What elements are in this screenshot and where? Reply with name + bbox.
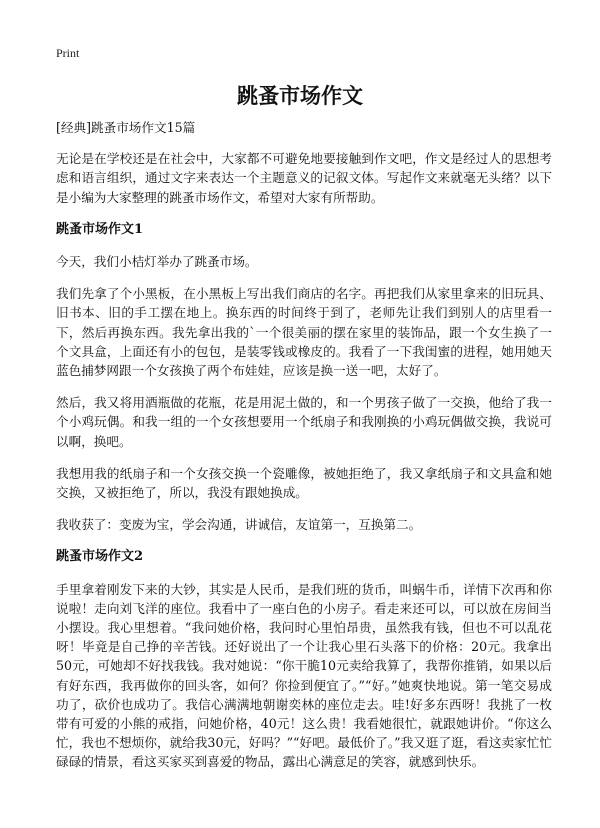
paragraph: 我收获了：变废为宝，学会沟通，讲诚信，友谊第一，互换第二。 [56, 517, 422, 533]
paragraph: 然后，我又将用酒瓶做的花瓶，花是用泥土做的，和一个男孩子做了一交换，他给了我一个小鸡玩偶。和我一组的一个女孩想要用一个纸扇子和我刚换的小鸡玩偶做交换，我说可以啊，换吧。 [56, 395, 552, 449]
paragraph: 我们先拿了个小黑板，在小黑板上写出我们商店的名字。再把我们从家里拿来的旧玩具、旧书本、旧的手工摆在地上。换东西的时间终于到了，老师先让我们到别人的店里看一下，然后再换东西。我先拿出我的`一个很美丽的摆在家里的装饰品，跟一个女生换了一个文具盒，上面还有小的包包，是装零钱或橡皮的。我看了一下我闺蜜的进程，她用她天蓝色捕梦网跟一个女孩换了两个布娃娃，应该是换一送一吧，太好了。 [56, 286, 552, 379]
paragraph: 手里拿着刚发下来的大钞，其实是人民币，是我们班的货币，叫蜗牛币，详情下次再和你说啦！走向刘飞洋的座位。我看中了一座白色的小房子。看走来还可以，可以放在房间当小摆设。我心里想着。“我问她价格，我问时心里怕昂贵，虽然我有钱，但也不可以乱花呀！毕竟是自己挣的辛苦钱。还好说出了一个让我心里石头落下的价格：20元。我拿出50元，可她却不好找我钱。我对她说：“你干脆10元卖给我算了，我帮你推销，如果以后有好东西，我再做你的回头客，如何？你捡到便宜了。”“好。”她爽快地说。第一笔交易成功了，砍价也成功了。我信心满满地朝谢奕林的座位走去。哇!好多东西呀！我挑了一枚带有可爱的小熊的戒指，问她价格，40元！这么贵！我看她很忙，就跟她讲价。“你这么忙，我也不想烦你，就给我30元，好吗？”“好吧。最低价了。”我又逛了逛，看这卖家忙忙碌碌的情景，看这买家买到喜爱的物品，露出心满意足的笑容，就感到快乐。 [56, 581, 552, 770]
intro-paragraph: 无论是在学校还是在社会中，大家都不可避免地要接触到作文吧，作文是经过人的思想考虑和语言组织，通过文字来表达一个主题意义的记叙文体。写起作文来就毫无头绪？以下是小编为大家整理的跳蚤市场作文，希望对大家有所帮助。 [56, 151, 552, 205]
page-title: 跳蚤市场作文 [237, 84, 363, 108]
section-heading: 跳蚤市场作文1 [56, 221, 144, 237]
article-subtitle: [经典]跳蚤市场作文15篇 [56, 120, 196, 135]
section-heading: 跳蚤市场作文2 [56, 549, 144, 565]
article-body [56, 118, 552, 785]
paragraph: 我想用我的纸扇子和一个女孩交换一个瓷雕像，被她拒绝了，我又拿纸扇子和文具盒和她交换，又被拒绝了，所以，我没有跟她换成。 [56, 465, 552, 501]
print-link[interactable]: Print [56, 46, 80, 60]
paragraph: 今天，我们小桔灯举办了跳蚤市场。 [56, 254, 258, 270]
